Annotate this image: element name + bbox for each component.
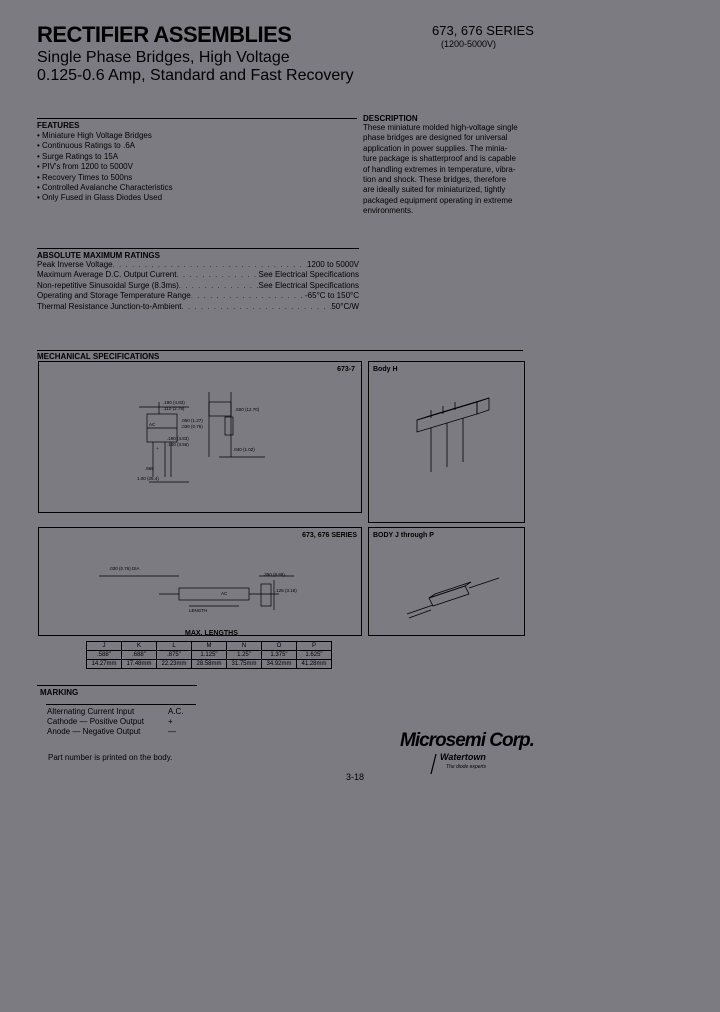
table-cell: .688": [122, 651, 157, 660]
description-line: environments.: [363, 206, 414, 216]
rating-value: 50°C/W: [331, 301, 359, 311]
table-row: [87, 660, 332, 669]
list-item: • PIV's from 1200 to 5000V: [37, 162, 357, 172]
table-cell: 28.58mm: [192, 660, 227, 669]
table-cell: O: [262, 642, 297, 651]
dimension-label: .030 (0.76): [181, 424, 203, 429]
subtitle-line-1: Single Phase Bridges, High Voltage: [37, 49, 290, 66]
list-item: • Surge Ratings to 15A: [37, 152, 357, 162]
rating-row: [37, 260, 359, 270]
marking-value: +: [167, 717, 173, 726]
dimension-label: AC: [221, 591, 228, 596]
table-cell: 34.92mm: [262, 660, 297, 669]
table-cell: M: [192, 642, 227, 651]
description-line: application in power supplies. The minia-: [363, 143, 508, 153]
features-list: [37, 131, 357, 204]
ratings-heading: ABSOLUTE MAXIMUM RATINGS: [37, 251, 160, 260]
company-location: Watertown: [440, 752, 486, 762]
table-cell: 41.28mm: [297, 660, 332, 669]
description-line: These miniature molded high-voltage single: [363, 123, 518, 132]
company-tagline: The diode experts: [446, 764, 487, 770]
mechanical-heading: MECHANICAL SPECIFICATIONS: [37, 352, 160, 361]
list-item: • Recovery Times to 500ns: [37, 173, 357, 183]
dimension-label: LENGTH: [189, 608, 208, 613]
list-item: • Only Fused in Glass Diodes Used: [37, 193, 357, 203]
body-j-p-isometric-icon: [369, 528, 524, 635]
table-cell: 22.23mm: [157, 660, 192, 669]
drawing-panel-body-h: [368, 361, 525, 523]
dimension-label: 1.00 (25.4): [137, 476, 159, 481]
panel-label: 673, 676 SERIES: [302, 532, 357, 539]
marking-label: Anode — Negative Output: [47, 727, 141, 736]
marking-label: Cathode — Positive Output: [47, 717, 144, 726]
description-line: phase bridges are designed for universal: [363, 133, 508, 143]
page-number: 3-18: [346, 772, 365, 782]
list-item: • Continuous Ratings to .6A: [37, 141, 357, 151]
rating-value: See Electrical Specifications: [258, 270, 359, 280]
panel-label: 673-7: [337, 366, 355, 373]
features-rule: [37, 118, 357, 119]
rating-label: Operating and Storage Temperature Range: [37, 291, 191, 301]
description-line: packaged equipment operating in extreme: [363, 195, 513, 205]
dimension-label: .565: [145, 466, 154, 471]
marking-rule: [37, 685, 197, 686]
dimension-label: .125 (3.18): [275, 588, 297, 593]
logo-arrow-icon: [428, 752, 440, 776]
table-cell: L: [157, 642, 192, 651]
page-title: RECTIFIER ASSEMBLIES: [37, 22, 292, 47]
table-row: [47, 717, 188, 727]
rating-label: Thermal Resistance Junction-to-Ambient: [37, 301, 182, 311]
dimension-label: +: [156, 446, 159, 451]
table-cell: 1.125": [192, 651, 227, 660]
table-row: [47, 707, 188, 717]
marking-table-rule: [46, 704, 196, 705]
table-cell: .588": [87, 651, 122, 660]
outline-drawing-673-676: [39, 528, 361, 635]
list-item: • Miniature High Voltage Bridges: [37, 131, 357, 141]
table-cell: 31.75mm: [227, 660, 262, 669]
description-line: are ideally suited for miniaturized, tightly: [363, 185, 506, 195]
table-cell: N: [227, 642, 262, 651]
subtitle-line-2: 0.125-0.6 Amp, Standard and Fast Recovery: [37, 67, 354, 84]
marking-note: Part number is printed on the body.: [48, 753, 173, 762]
rating-row: [37, 281, 359, 291]
mechanical-rule: [37, 350, 523, 351]
description-section: [363, 114, 525, 217]
drawing-panel-body-j-p: [368, 527, 525, 636]
rating-value: 1200 to 5000V: [306, 260, 359, 269]
rating-row: [37, 291, 359, 301]
list-item: • Controlled Avalanche Characteristics: [37, 183, 357, 193]
table-row: [87, 642, 332, 651]
dimension-label: AC: [149, 422, 156, 427]
table-row: [47, 727, 188, 737]
dimension-label: .190 (4.83): [167, 436, 189, 441]
table-cell: 1.375": [262, 651, 297, 660]
marking-table: [47, 707, 188, 737]
dimension-label: .030 (0.76) DIA: [109, 566, 140, 571]
features-heading: FEATURES: [37, 121, 80, 130]
table-cell: J: [87, 642, 122, 651]
panel-label: BODY J through P: [373, 532, 434, 539]
company-logo: Microsemi Corp.: [400, 730, 534, 751]
table-cell: 1.625": [297, 651, 332, 660]
dimension-label: .140 (3.56): [167, 442, 189, 447]
drawing-panel-673-7: [38, 361, 362, 513]
dimension-label: .350 (8.89): [263, 572, 285, 577]
dimension-label: .050 (1.27): [181, 418, 203, 423]
dimension-label: .110 (2.79): [163, 406, 185, 411]
voltage-range: (1200-5000V): [441, 39, 497, 49]
table-cell: K: [122, 642, 157, 651]
table-row: [87, 651, 332, 660]
marking-value: —: [167, 727, 176, 736]
description-heading: DESCRIPTION: [363, 114, 418, 123]
features-section: [37, 118, 357, 204]
description-line: tion and shock. These bridges, therefore: [363, 175, 507, 185]
marking-heading: MARKING: [40, 688, 79, 697]
ratings-rule: [37, 248, 359, 249]
table-cell: 1.25": [227, 651, 262, 660]
rating-value: See Electrical Specifications: [258, 280, 359, 290]
body-h-isometric-icon: [369, 362, 524, 522]
panel-label: Body H: [373, 366, 398, 373]
dimension-label: .190 (4.83): [163, 400, 185, 405]
max-lengths-table: [86, 641, 332, 669]
description-line: of handling extremes in temperature, vibra-: [363, 164, 516, 174]
description-line: ture package is shatterproof and is capable: [363, 154, 516, 164]
table-cell: .875": [157, 651, 192, 660]
dimension-label: .500 (12.70): [235, 407, 260, 412]
marking-value: A.C.: [167, 707, 184, 716]
rating-label: Peak Inverse Voltage: [37, 260, 113, 269]
table-cell: P: [297, 642, 332, 651]
table-cell: 17.48mm: [122, 660, 157, 669]
drawing-panel-673-676: [38, 527, 362, 636]
rating-row: [37, 270, 359, 280]
rating-value: -65°C to 150°C: [305, 291, 359, 301]
table-cell: 14.27mm: [87, 660, 122, 669]
max-lengths-title: MAX. LENGTHS: [185, 630, 238, 637]
rating-label: Maximum Average D.C. Output Current: [37, 270, 177, 280]
outline-drawing-673-7: [39, 362, 361, 512]
rating-label: Non-repetitive Sinusoidal Surge (8.3ms): [37, 280, 179, 290]
series-label: 673, 676 SERIES: [432, 23, 534, 38]
dimension-label: .040 (1.02): [233, 447, 255, 452]
marking-label: Alternating Current Input: [47, 707, 135, 716]
rating-row: [37, 302, 359, 312]
ratings-section: [37, 248, 359, 312]
